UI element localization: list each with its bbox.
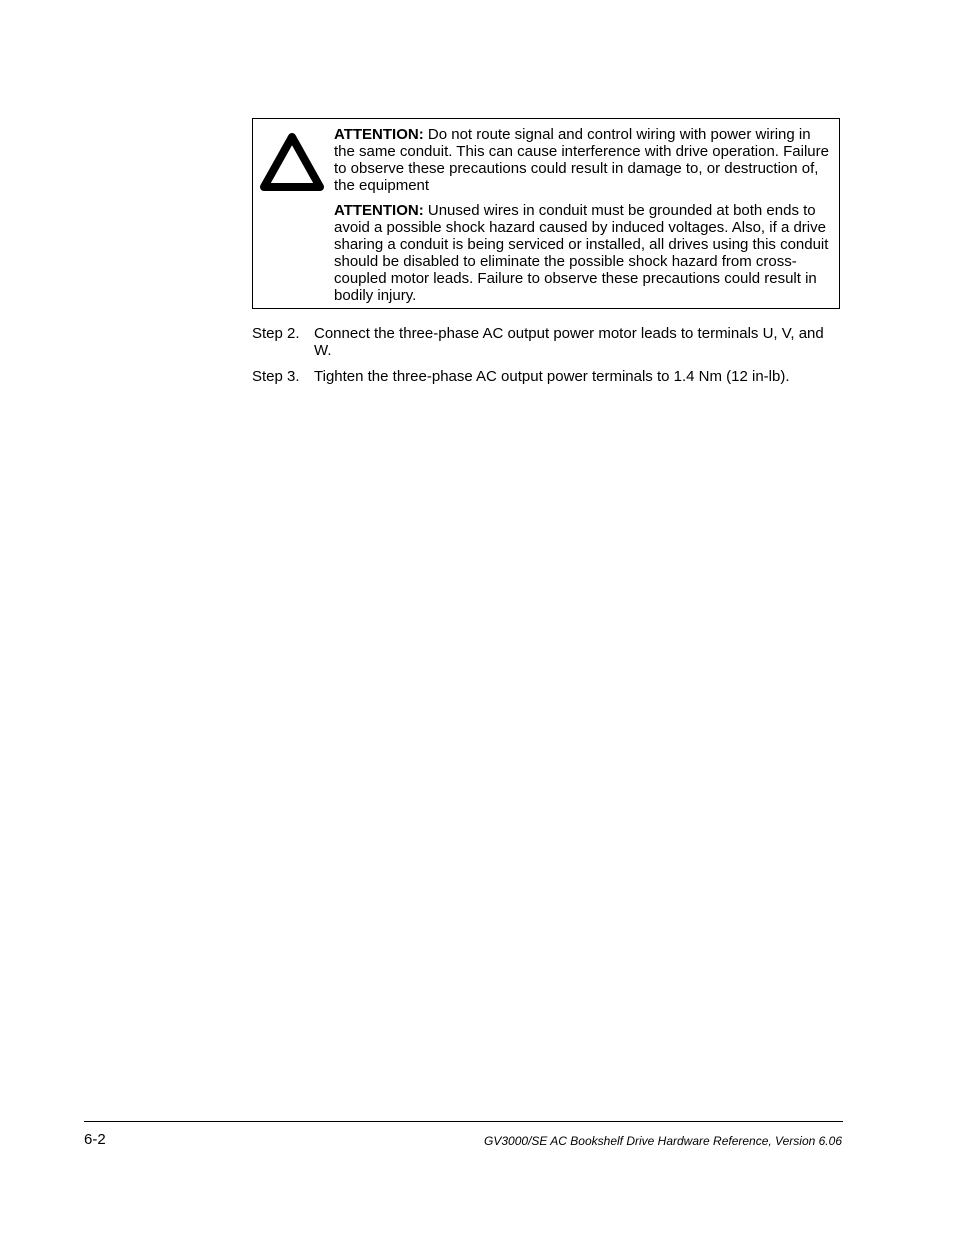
page-number: 6-2: [84, 1131, 106, 1148]
attention-box: [252, 118, 840, 309]
step-text: Tighten the three-phase AC output power terminals to 1.4 Nm (12 in-lb).: [314, 368, 790, 385]
step-number: Step 2.: [252, 325, 300, 342]
attention-label: ATTENTION:: [334, 202, 424, 219]
attention-paragraph: [334, 126, 834, 194]
attention-paragraph: [334, 202, 834, 304]
attention-text: [334, 126, 834, 312]
warning-triangle-icon: [259, 129, 325, 193]
document-title: GV3000/SE AC Bookshelf Drive Hardware Reference, Version 6.06: [484, 1134, 842, 1148]
attention-label: ATTENTION:: [334, 126, 424, 143]
attention-body: Do not route signal and control wiring with power wiring in the same conduit. This can cause interference with drive operation. Failure to observe these precautions could result in damage to, or destruction of, the equipment: [334, 126, 829, 194]
footer-rule: [84, 1121, 843, 1122]
step-text: Connect the three-phase AC output power motor leads to terminals U, V, and W.: [314, 325, 824, 359]
step-number: Step 3.: [252, 368, 300, 385]
attention-body: Unused wires in conduit must be grounded at both ends to avoid a possible shock hazard caused by induced voltages. Also, if a drive sharing a conduit is being serviced or installed, all drives using this conduit should be disabled to eliminate the possible shock hazard from cross-coupled motor leads. Failure to observe these precautions could result in bodily injury.: [334, 202, 829, 304]
